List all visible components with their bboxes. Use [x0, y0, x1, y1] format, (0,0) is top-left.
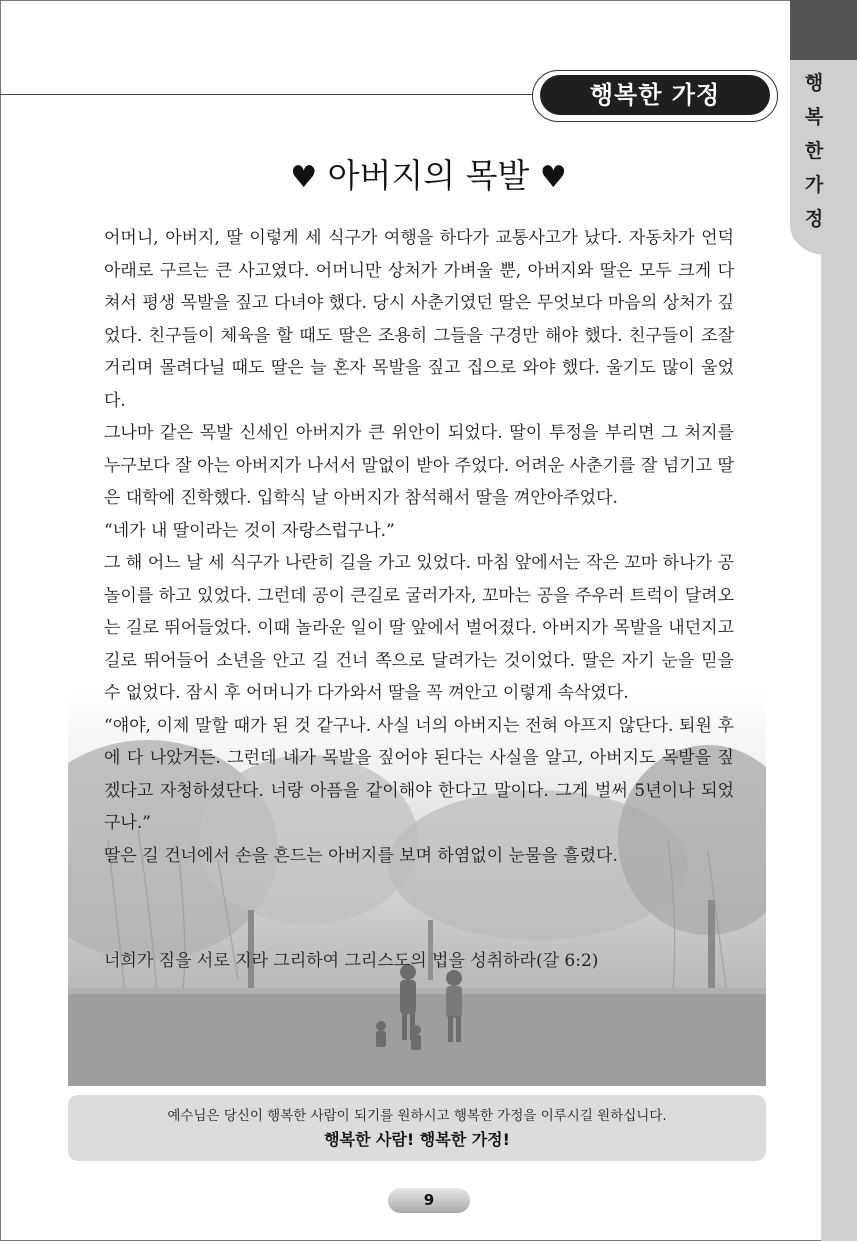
side-tab-char: 복 — [804, 106, 824, 128]
side-tab-char: 행 — [804, 72, 824, 94]
side-tab-dark-block — [790, 0, 857, 60]
page-number: 9 — [388, 1188, 470, 1213]
side-tab-char: 정 — [804, 208, 824, 230]
bible-verse: 너희가 짐을 서로 지라 그리하여 그리스도의 법을 성취하라(갈 6:2) — [104, 951, 599, 971]
heart-icon: ♥ — [290, 160, 318, 195]
body-paragraph: 어머니, 아버지, 딸 이렇게 세 식구가 여행을 하다가 교통사고가 났다. 자동차가 언덕 아래로 구르는 큰 사고였다. 어머니만 상처가 가벼울 뿐, 아버지와 딸은 모두 크게 다쳐서 평생 목발을 짚고 다녀야 했다. 당시 사춘기였던 딸은 무엇보다 마음의 상처가 깊었다. 친구들이 체육을 할 때도 딸은 조용히 그들을 구경만 해야 했다. 친구들이 조잘거리며 몰려다닐 때도 딸은 늘 혼자 목발을 짚고 집으로 와야 했다. 울기도 많이 울었다. — [104, 228, 734, 411]
body-paragraph: 그 해 어느 날 세 식구가 나란히 길을 가고 있었다. 마침 앞에서는 작은 꼬마 하나가 공놀이를 하고 있었다. 그런데 공이 큰길로 굴러가자, 꼬마는 공을 주우러 트럭이 달려오는 길로 뛰어들었다. 이때 놀라운 일이 딸 앞에서 벌어졌다. 아버지가 목발을 내던지고 길로 뛰어들어 소년을 안고 길 건너 쪽으로 달려가는 것이었다. 딸은 자기 눈을 믿을 수 없었다. 잠시 후 어머니가 다가와서 딸을 꼭 껴안고 이렇게 속삭였다. — [104, 553, 734, 703]
side-tab-char: 한 — [804, 140, 824, 162]
body-paragraph: 딸은 길 건너에서 손을 흔드는 아버지를 보며 하염없이 눈물을 흘렸다. — [104, 845, 618, 866]
footer-slogan: 행복한 사람! 행복한 가정! — [324, 1130, 510, 1149]
section-label: 행복한 가정 — [540, 75, 770, 115]
quote-paragraph: “얘야, 이제 말할 때가 된 것 같구나. 사실 너의 아버지는 전혀 아프지 않단다. 퇴원 후에 다 나았거든. 그런데 네가 목발을 짚어야 된다는 사실을 알고, 아버지도 목발을 짚겠다고 자청하셨단다. 너랑 아픔을 같이해야 한다고 말이다. 그게 벌써 5년이나 되었구나.” — [104, 715, 734, 833]
title-text: 아버지의 목발 — [327, 156, 530, 195]
footer-banner — [68, 1095, 766, 1161]
footer-message: 예수님은 당신이 행복한 사람이 되기를 원하시고 행복한 가정을 이루시길 원하십니다. — [167, 1108, 667, 1124]
side-tab-char: 가 — [804, 174, 824, 196]
page-title — [0, 150, 857, 197]
article-body — [104, 222, 734, 872]
body-paragraph: 그나마 같은 목발 신세인 아버지가 큰 위안이 되었다. 딸이 투정을 부리면 그 처지를 누구보다 잘 아는 아버지가 나서서 말없이 받아 주었다. 어려운 사춘기를 잘 넘기고 딸은 대학에 진학했다. 입학식 날 아버지가 참석해서 딸을 껴안아주었다. — [104, 423, 734, 508]
header-rule — [0, 94, 540, 95]
quote-paragraph: “네가 내 딸이라는 것이 자랑스럽구나.” — [104, 520, 395, 541]
heart-icon: ♥ — [539, 160, 567, 195]
